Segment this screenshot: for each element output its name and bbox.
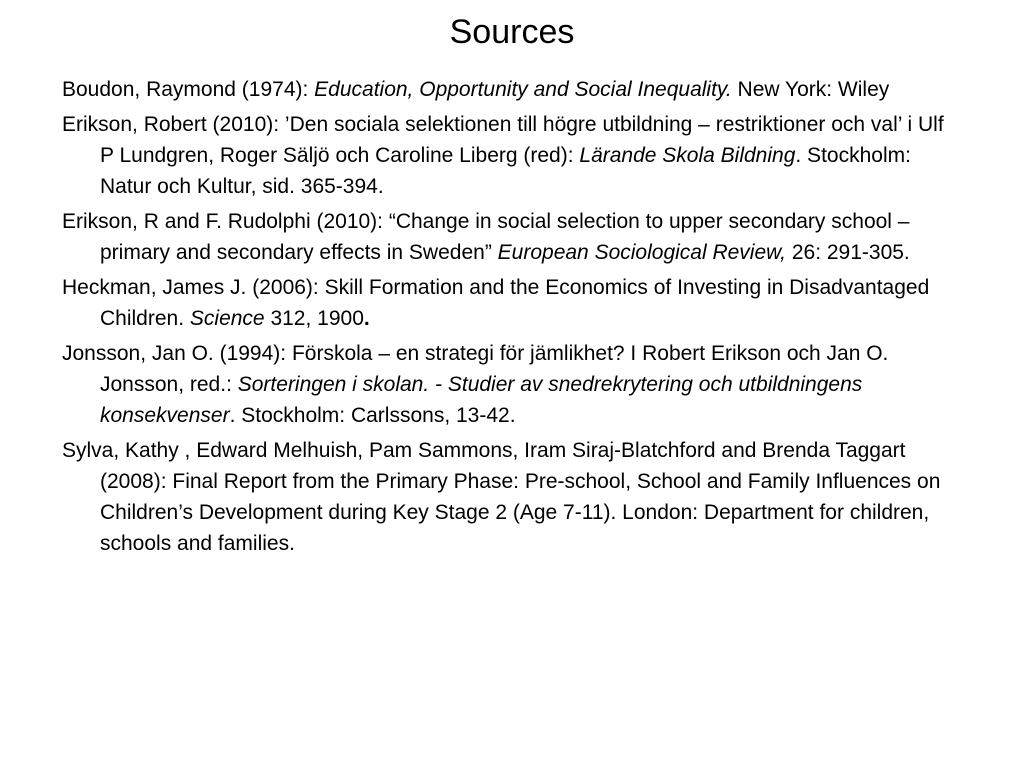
- reference-text: Sylva, Kathy , Edward Melhuish, Pam Sammons, Iram Siraj-Blatchford and Brenda Taggart (2008): Final Report from the Primary Phase: Pre-school, School and Family Influences on Children’s Development during Key Stage 2 (Age 7-11). London: Department for children, schools and families.: [62, 439, 941, 555]
- reference-publisher: . Stockholm: Natur och Kultur, sid. 365-394.: [100, 144, 911, 198]
- reference-work-title: Education, Opportunity and Social Inequality.: [314, 78, 732, 101]
- reference-work-title: Science: [189, 307, 265, 330]
- reference-end-mark: .: [363, 307, 370, 330]
- reference-publisher: 312, 1900: [264, 307, 364, 330]
- reference-item-boudon: [62, 74, 962, 105]
- reference-item-erikson-2010: [62, 109, 962, 202]
- reference-work-title: Sorteringen i skolan. - Studier av snedrekrytering och utbildningens konsekvenser: [100, 373, 863, 427]
- reference-text: Jonsson, Jan O. (1994): Förskola – en strategi för jämlikhet? I Robert Erikson och Jan O. Jonsson, red.:: [62, 342, 889, 396]
- reference-publisher: . Stockholm: Carlssons, 13-42.: [229, 404, 516, 427]
- slide-title: Sources: [449, 13, 575, 51]
- reference-text: Erikson, R and F. Rudolphi (2010): “Change in social selection to upper secondary school – primary and secondary effects in Sweden”: [62, 210, 910, 264]
- reference-text: Heckman, James J. (2006): Skill Formation and the Economics of Investing in Disadvantaged Children.: [62, 276, 930, 330]
- reference-publisher: 26: 291-305.: [786, 241, 910, 264]
- reference-work-title: European Sociological Review,: [497, 241, 786, 264]
- reference-list: [62, 74, 962, 563]
- reference-item-erikson-rudolphi: [62, 206, 962, 268]
- reference-item-heckman: [62, 272, 962, 334]
- reference-publisher: New York: Wiley: [731, 78, 890, 101]
- reference-text: Erikson, Robert (2010): ’Den sociala selektionen till högre utbildning – restriktioner och val’ i Ulf P Lundgren, Roger Säljö och Caroline Liberg (red):: [62, 113, 944, 167]
- reference-work-title: Lärande Skola Bildning: [579, 144, 796, 167]
- reference-item-sylva: [62, 435, 962, 559]
- reference-text: Boudon, Raymond (1974):: [62, 78, 315, 101]
- reference-item-jonsson: [62, 338, 962, 431]
